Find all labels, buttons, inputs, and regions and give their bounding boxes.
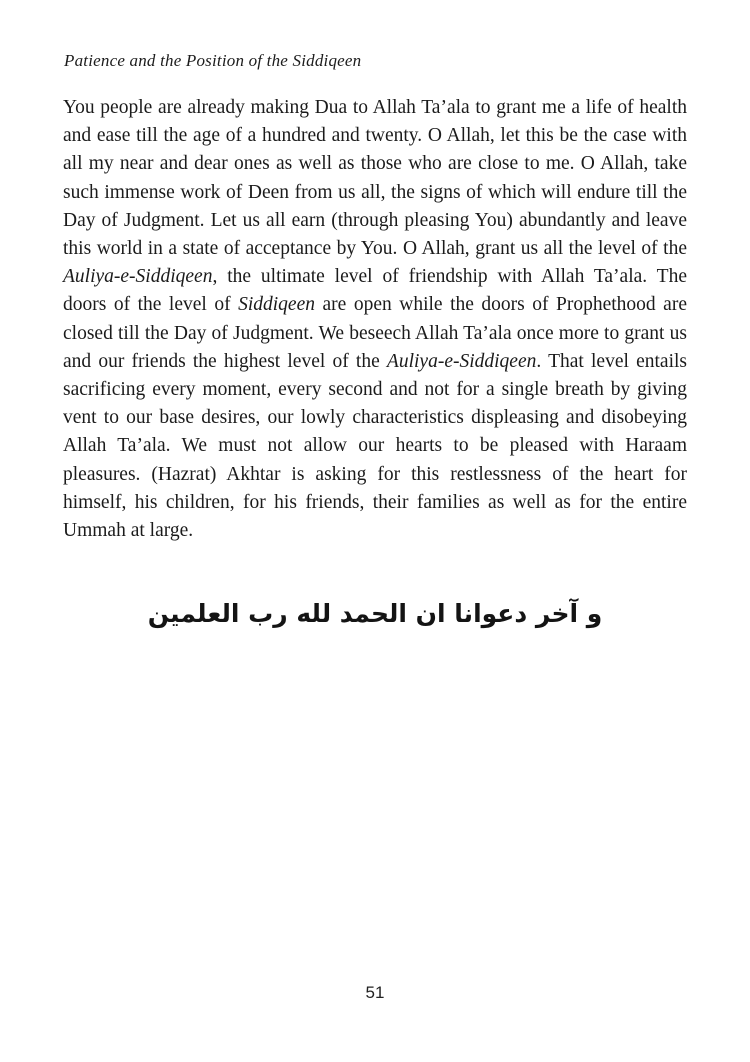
running-header: Patience and the Position of the Siddiqeen	[64, 51, 362, 70]
arabic-closing-line: و آخر دعوانا ان الحمد لله رب العلمين	[147, 599, 603, 628]
body-paragraph: You people are already making Dua to Allah Ta’ala to grant me a life of health and ease till the age of a hundred and twenty. O Allah, let this be the case with all my near and dear ones as well as those who are close to me. O Allah, take such immense work of Deen from us all, the signs of which will endure till the Day of Judgment. Let us all earn (through pleasing You) abundantly and leave this world in a state of acceptance by You. O Allah, grant us all the level of the Auliya-e-Siddiqeen, the ultimate level of friendship with Allah Ta’ala. The doors of the level of Siddiqeen are open while the doors of Prophethood are closed till the Day of Judgment. We beseech Allah Ta’ala once more to grant us and our friends the highest level of the Auliya-e-Siddiqeen. That level entails sacrificing every moment, every second and not for a single breath by giving vent to our base desires, our lowly characteristics displeasing and disobeying Allah Ta’ala. We must not allow our hearts to be pleased with Haraam pleasures. (Hazrat) Akhtar is asking for this restlessness of the heart for himself, his children, for his friends, their families as well as for the entire Ummah at large.	[63, 97, 687, 542]
page-number: 51	[365, 983, 385, 1002]
